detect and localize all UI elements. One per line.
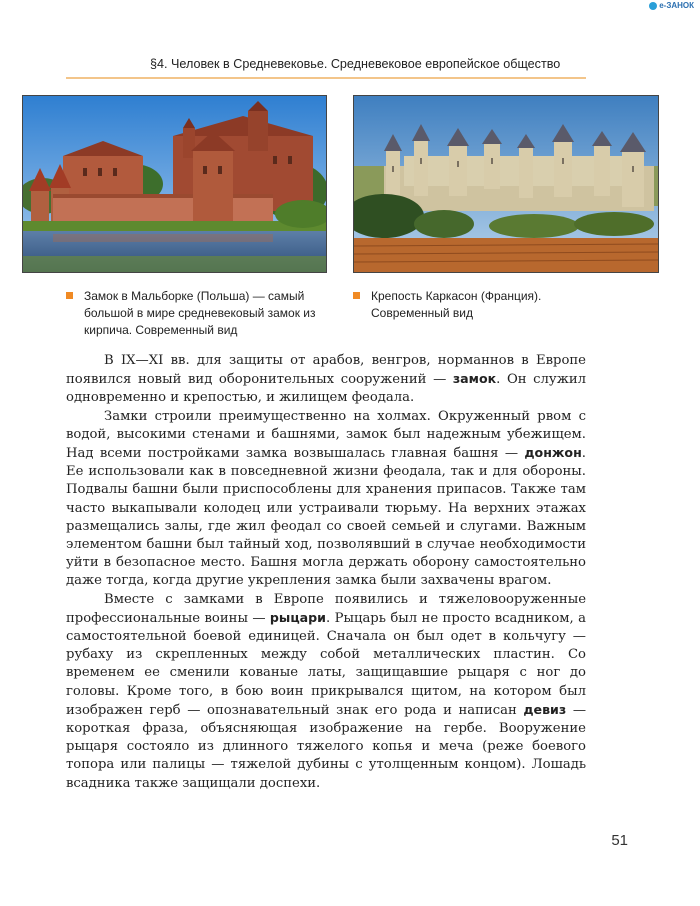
- caption-bullet-icon: [66, 292, 73, 299]
- caption-text: Крепость Каркасон (Франция). Современный вид: [371, 289, 542, 320]
- main-text: [66, 352, 586, 793]
- paragraph-knights: Вместе с замками в Европе появились и тяжеловооруженные профессиональные воины — рыцари. Рыцарь был не просто всадником, а самостоятельной боевой единицей. Сначала он был одет в кольчугу — рубаху из скрепленных между собой металлических пластин. Со временем ее сменили кованые латы, защищавшие рыцаря с ног до головы. Кроме того, в бою воин прикрывался щитом, на котором был изображен герб — опознавательный знак его рода и написан девиз — короткая фраза, объясняющая изображение на гербе. Вооружение рыцаря состояло из длинного тяжелого копья и меча (реже боевого топора или палицы — тяжелой дубины с утолщенным концом). Лошадь всадника также защищали доспехи.: [66, 591, 587, 791]
- figure-caption-malbork: [66, 288, 336, 339]
- caption-text: Замок в Мальборке (Польша) — самый большой в мире средневековый замок из кирпича. Современный вид: [84, 289, 316, 337]
- term-deviz: девиз: [523, 701, 567, 717]
- carcassonne-fortress-photo: [353, 95, 659, 273]
- logo-text: e-ЗАНОК: [659, 1, 694, 10]
- term-knights: рыцари: [269, 609, 326, 625]
- caption-bullet-icon: [353, 292, 360, 299]
- paragraph-castle: В IX—XI вв. для защиты от арабов, венгров, норманнов в Европе появился новый вид оборонительных сооружений — замок. Он служил одновременно и крепостью, и жилищем феодала.: [66, 353, 586, 406]
- publisher-logo: [649, 1, 694, 10]
- malbork-castle-photo: [22, 95, 327, 273]
- section-title: §4. Человек в Средневековье. Средневековое европейское общество: [150, 57, 561, 71]
- term-donjon: донжон: [524, 445, 582, 461]
- term-zamok: замок: [452, 371, 497, 387]
- paragraph-donjon: Замки строили преимущественно на холмах. Окруженный рвом с водой, высокими стенами и башнями, замок был надежным убежищем. Над всеми постройками замка возвышалась главная башня — донжон. Ее использовали как в повседневной жизни феодала, так и для обороны. Подвалы башни были приспособлены для хранения припасов. Также там часто выкапывали колодец или устраивали тюрьму. На верхних этажах размещались залы, где жил феодал со своей семьей и слугами. Важным элементом башни был тайный ход, позволявший в случае необходимости уйти в безопасное место. Башня могла держать оборону самостоятельно даже тогда, когда другие укрепления замка были захвачены врагом.: [66, 408, 586, 589]
- figure-caption-carcassonne: [353, 288, 583, 322]
- header-rule: [66, 77, 586, 79]
- logo-icon: [649, 2, 657, 10]
- page-number: 51: [611, 832, 628, 849]
